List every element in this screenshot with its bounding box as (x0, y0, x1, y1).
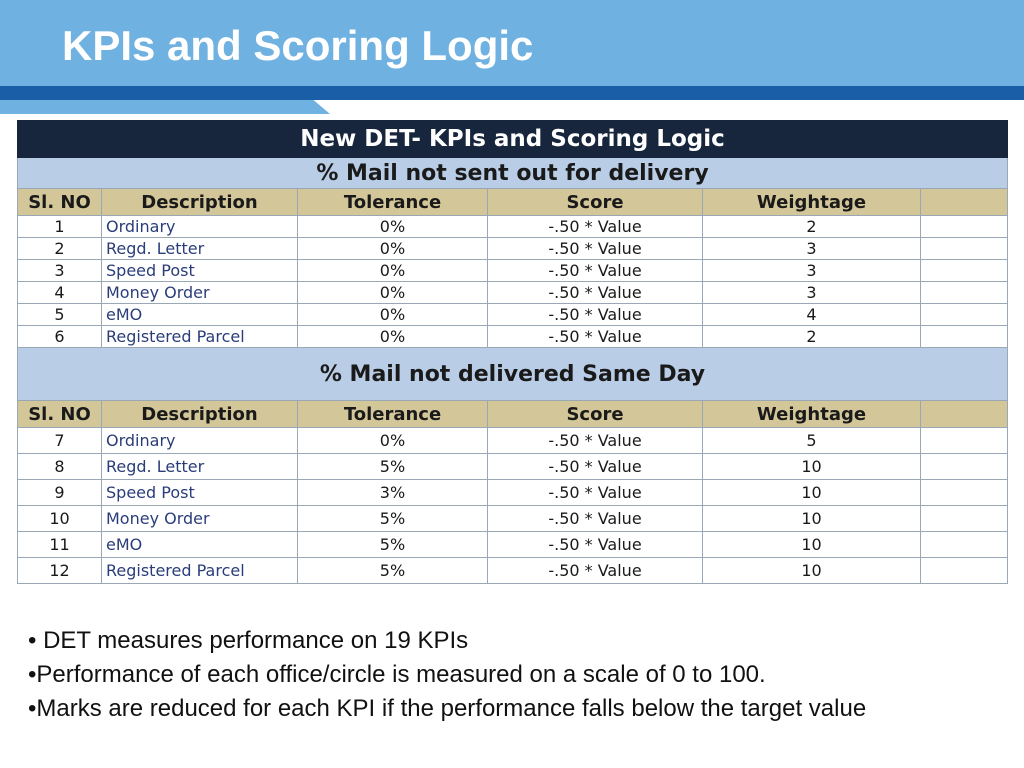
bullet-item: •Performance of each office/circle is measured on a scale of 0 to 100. (28, 661, 766, 688)
cell-description: Regd. Letter (102, 238, 298, 260)
cell-weightage: 10 (703, 480, 921, 506)
header-description: Description (102, 189, 298, 216)
cell-score: -.50 * Value (488, 282, 703, 304)
cell-tolerance: 5% (298, 532, 488, 558)
cell-tolerance: 0% (298, 326, 488, 348)
cell-weightage: 3 (703, 238, 921, 260)
kpi-table-container (17, 120, 1007, 584)
header-sl-no: Sl. NO (18, 401, 102, 428)
cell-empty (921, 304, 1008, 326)
cell-weightage: 10 (703, 454, 921, 480)
cell-empty (921, 454, 1008, 480)
header-tolerance: Tolerance (298, 189, 488, 216)
cell-score: -.50 * Value (488, 304, 703, 326)
cell-empty (921, 558, 1008, 584)
cell-sl-no: 12 (18, 558, 102, 584)
cell-tolerance: 0% (298, 428, 488, 454)
column-header-row (18, 401, 1008, 428)
cell-weightage: 5 (703, 428, 921, 454)
cell-weightage: 4 (703, 304, 921, 326)
cell-score: -.50 * Value (488, 326, 703, 348)
bullet-list (28, 624, 988, 726)
table-banner: New DET- KPIs and Scoring Logic (18, 121, 1008, 158)
cell-description: Speed Post (102, 480, 298, 506)
cell-score: -.50 * Value (488, 558, 703, 584)
header-band-accent (0, 100, 330, 114)
cell-sl-no: 11 (18, 532, 102, 558)
cell-score: -.50 * Value (488, 506, 703, 532)
table-row (18, 282, 1008, 304)
table-row (18, 558, 1008, 584)
bullet-item: • DET measures performance on 19 KPIs (28, 627, 469, 654)
cell-sl-no: 9 (18, 480, 102, 506)
cell-description: Money Order (102, 506, 298, 532)
cell-score: -.50 * Value (488, 216, 703, 238)
cell-description: Ordinary (102, 428, 298, 454)
cell-tolerance: 5% (298, 558, 488, 584)
cell-empty (921, 480, 1008, 506)
kpi-table (17, 120, 1008, 584)
cell-tolerance: 0% (298, 216, 488, 238)
header-tolerance: Tolerance (298, 401, 488, 428)
cell-description: Money Order (102, 282, 298, 304)
cell-tolerance: 0% (298, 304, 488, 326)
cell-empty (921, 216, 1008, 238)
cell-sl-no: 3 (18, 260, 102, 282)
header-empty-cell (921, 189, 1008, 216)
table-row (18, 216, 1008, 238)
bullet-item: •Marks are reduced for each KPI if the performance falls below the target value (28, 695, 867, 722)
header-sl-no: Sl. NO (18, 189, 102, 216)
cell-sl-no: 1 (18, 216, 102, 238)
header-score: Score (488, 401, 703, 428)
cell-tolerance: 0% (298, 238, 488, 260)
cell-tolerance: 5% (298, 506, 488, 532)
cell-description: Registered Parcel (102, 558, 298, 584)
cell-description: eMO (102, 532, 298, 558)
cell-description: Ordinary (102, 216, 298, 238)
cell-weightage: 2 (703, 326, 921, 348)
cell-sl-no: 4 (18, 282, 102, 304)
cell-sl-no: 2 (18, 238, 102, 260)
table-row (18, 428, 1008, 454)
cell-tolerance: 3% (298, 480, 488, 506)
cell-empty (921, 282, 1008, 304)
table-row (18, 454, 1008, 480)
cell-weightage: 10 (703, 558, 921, 584)
cell-tolerance: 5% (298, 454, 488, 480)
table-row (18, 532, 1008, 558)
cell-score: -.50 * Value (488, 260, 703, 282)
table-row (18, 238, 1008, 260)
cell-weightage: 10 (703, 532, 921, 558)
table-row (18, 326, 1008, 348)
cell-empty (921, 238, 1008, 260)
cell-weightage: 3 (703, 260, 921, 282)
cell-score: -.50 * Value (488, 428, 703, 454)
cell-score: -.50 * Value (488, 454, 703, 480)
cell-empty (921, 260, 1008, 282)
cell-empty (921, 506, 1008, 532)
header-weightage: Weightage (703, 189, 921, 216)
cell-tolerance: 0% (298, 260, 488, 282)
section-title: % Mail not delivered Same Day (18, 348, 1008, 401)
header-weightage: Weightage (703, 401, 921, 428)
cell-empty (921, 326, 1008, 348)
cell-description: eMO (102, 304, 298, 326)
table-row (18, 304, 1008, 326)
cell-weightage: 3 (703, 282, 921, 304)
cell-sl-no: 7 (18, 428, 102, 454)
header-empty-cell (921, 401, 1008, 428)
column-header-row (18, 189, 1008, 216)
section-title: % Mail not sent out for delivery (18, 158, 1008, 189)
cell-score: -.50 * Value (488, 480, 703, 506)
table-row (18, 260, 1008, 282)
cell-description: Registered Parcel (102, 326, 298, 348)
cell-weightage: 10 (703, 506, 921, 532)
cell-description: Speed Post (102, 260, 298, 282)
cell-sl-no: 6 (18, 326, 102, 348)
header-score: Score (488, 189, 703, 216)
cell-tolerance: 0% (298, 282, 488, 304)
header-band (0, 86, 1024, 100)
cell-score: -.50 * Value (488, 532, 703, 558)
cell-empty (921, 532, 1008, 558)
table-row (18, 480, 1008, 506)
cell-sl-no: 8 (18, 454, 102, 480)
cell-score: -.50 * Value (488, 238, 703, 260)
cell-description: Regd. Letter (102, 454, 298, 480)
cell-sl-no: 5 (18, 304, 102, 326)
cell-sl-no: 10 (18, 506, 102, 532)
table-row (18, 506, 1008, 532)
cell-empty (921, 428, 1008, 454)
header-description: Description (102, 401, 298, 428)
slide-title: KPIs and Scoring Logic (62, 22, 534, 69)
cell-weightage: 2 (703, 216, 921, 238)
